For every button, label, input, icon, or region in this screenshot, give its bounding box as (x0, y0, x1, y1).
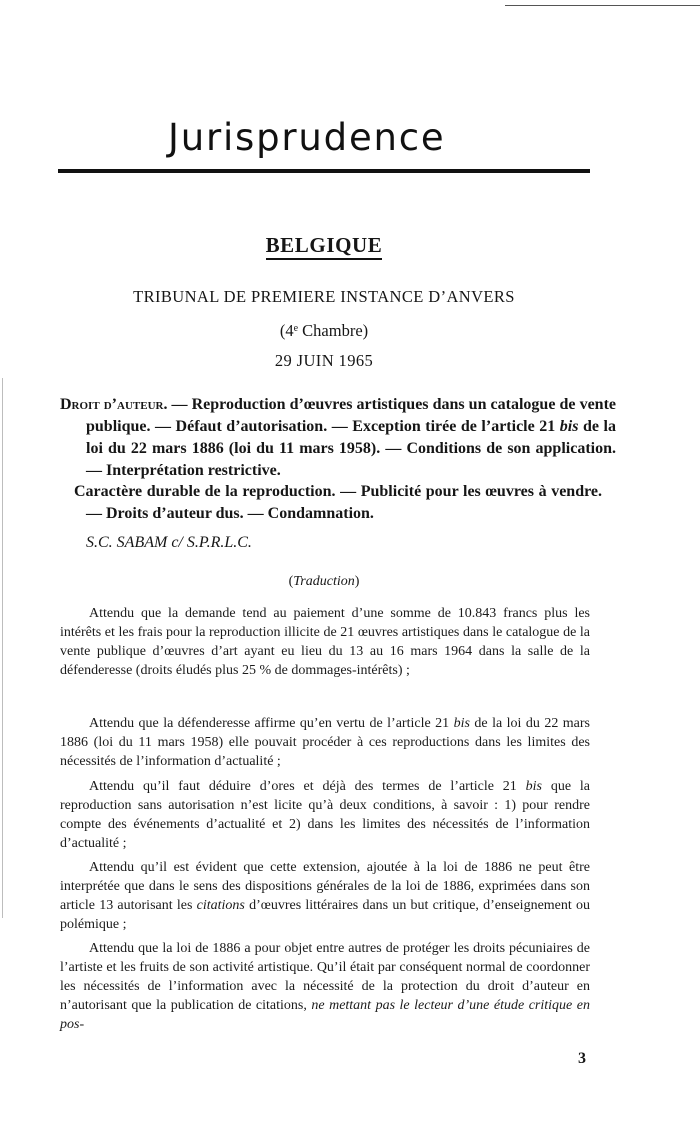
summary-text-1-end: de la loi du 22 mars 1886 (loi du 11 mars 1958). — Conditions de son application. — Interprétation restrictive. (86, 418, 616, 479)
country-heading (0, 232, 648, 258)
body-paragraph-3 (60, 777, 590, 853)
country-name: BELGIQUE (266, 233, 383, 260)
p4-text-c: d’œuvres littéraires dans un but critique, d’enseignement ou polémique ; (60, 898, 590, 932)
judgment-date: 29 JUIN 1965 (274, 351, 374, 370)
summary-paragraph-1 (60, 394, 616, 482)
chamber-word: Chambre (302, 321, 363, 340)
summary-bis: bis (559, 418, 579, 435)
translation-note: (Traduction) (288, 574, 360, 589)
translation-label: Traduction (293, 574, 355, 589)
parties: S.C. SABAM c/ S.P.R.L.C. (86, 534, 252, 551)
p5-text-a: Attendu que la loi de 1886 a pour objet entre autres de protéger les droits pécuniaires de l’artiste et les fruits de son activité artistique. Qu’il était par conséquent normal de coordonner les nécessités de l’information avec la nécessité de la protection du droit d’auteur en n’autorisant que la publication de citations, (60, 941, 590, 1013)
page-title: Jurisprudence (168, 116, 446, 159)
p4-citations: citations (196, 898, 245, 913)
p2-text-a: Attendu que la défenderesse affirme qu’en vertu de l’article 21 (89, 716, 454, 731)
p2-bis: bis (453, 716, 470, 731)
body-paragraph-4 (60, 858, 590, 934)
p2-text-c: de la loi du 22 mars 1886 (loi du 11 mars 1958) elle pouvait procéder à ces reproductions dans les limites des nécessités de l’information d’actualité ; (60, 716, 591, 769)
chamber-number: 4 (285, 321, 294, 340)
p3-text-c: que la reproduction sans autorisation n’est licite qu’à deux conditions, à savoir : 1) pour rendre compte des événements d’actualité et 2) dans les limites des nécessités de l’information d’actualité ; (60, 779, 590, 851)
court-name: TRIBUNAL DE PREMIERE INSTANCE D’ANVERS (133, 287, 515, 306)
body-paragraph-1: Attendu que la demande tend au paiement d’une somme de 10.843 francs plus les intérêts et les frais pour la reproduction illicite de 21 œuvres artistiques dans le catalogue de la vente publique d’œuvres d’art ayant eu lieu du 13 au 16 mars 1964 dans la salle de la défenderesse (droits éludés plus 25 % de dommages-intérêts) ; (60, 606, 590, 678)
summary-text-1: — Reproduction d’œuvres artistiques dans un catalogue de vente publique. — Défaut d’autorisation. — Exception tirée de l’article 21 (86, 396, 616, 435)
body-paragraph-2 (60, 714, 590, 771)
court-chamber: (4e Chambre) (279, 321, 369, 340)
summary-paragraph-2: Caractère durable de la reproduction. — Publicité pour les œuvres à vendre. — Droits d’auteur dus. — Condamnation. (74, 483, 602, 522)
page-number: 3 (578, 1050, 586, 1067)
chamber-ordinal: e (293, 323, 299, 334)
body-paragraph-5 (60, 939, 590, 1034)
p4-text-a: Attendu qu’il est évident que cette extension, ajoutée à la loi de 1886 ne peut être interprétée que dans le sens des dispositions générales de la loi de 1886, exprimées dans son article 13 autorisant les (60, 860, 590, 913)
p3-text-a: Attendu qu’il faut déduire d’ores et déjà des termes de l’article 21 (89, 779, 526, 794)
summary-keyword: Droit d’auteur. (60, 396, 168, 413)
p3-bis: bis (525, 779, 542, 794)
p5-text-italic: ne mettant pas le lecteur d’une étude critique en pos- (60, 998, 590, 1032)
title-rule (58, 169, 590, 173)
